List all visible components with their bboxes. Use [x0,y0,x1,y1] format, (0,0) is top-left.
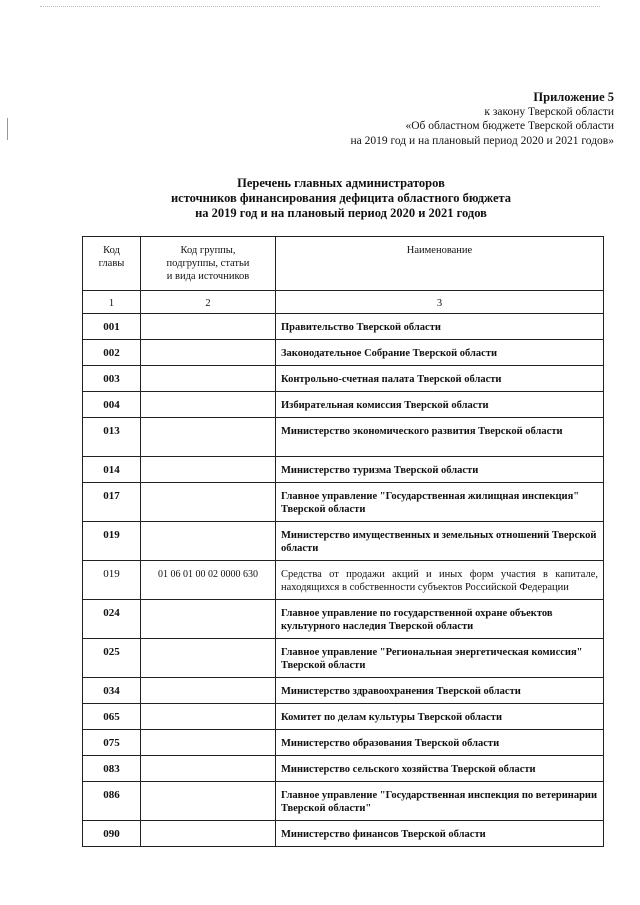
table-row [83,366,604,392]
row-group-code [141,366,276,392]
appendix-line: на 2019 год и на плановый период 2020 и 2021 годов» [350,134,614,147]
row-name: Министерство сельского хозяйства Тверской области [276,756,604,782]
row-group-code: 01 06 01 00 02 0000 630 [141,561,276,600]
row-code: 002 [83,340,141,366]
row-group-code [141,522,276,561]
table-row [83,392,604,418]
row-group-code [141,600,276,639]
row-name: Законодательное Собрание Тверской области [276,340,604,366]
row-code: 086 [83,782,141,821]
row-code: 004 [83,392,141,418]
row-name: Средства от продажи акций и иных форм участия в капитале, находящихся в собственности субъектов Российской Федерации [276,561,604,600]
row-name: Министерство финансов Тверской области [276,821,604,847]
column-number: 1 [83,291,141,314]
document-title [82,176,600,221]
row-group-code [141,418,276,457]
row-group-code [141,704,276,730]
table-row [83,704,604,730]
scan-top-edge [40,6,600,7]
table-header-row [83,237,604,291]
row-name: Министерство здравоохранения Тверской области [276,678,604,704]
row-code: 013 [83,418,141,457]
row-code: 090 [83,821,141,847]
table-row [83,782,604,821]
row-code: 065 [83,704,141,730]
row-group-code [141,756,276,782]
row-group-code [141,639,276,678]
table-row [83,522,604,561]
table-row [83,639,604,678]
row-name: Правительство Тверской области [276,314,604,340]
table-row [83,314,604,340]
table-row [83,678,604,704]
scan-margin-mark [7,118,8,140]
column-number: 3 [276,291,604,314]
row-group-code [141,457,276,483]
row-name: Главное управление "Государственная инспекция по ветеринарии Тверской области" [276,782,604,821]
title-line: источников финансирования дефицита областного бюджета [170,191,512,205]
row-name: Главное управление "Региональная энергетическая комиссия" Тверской области [276,639,604,678]
row-group-code [141,730,276,756]
table-row [83,418,604,457]
table-row [83,730,604,756]
table-row [83,457,604,483]
row-group-code [141,392,276,418]
row-group-code [141,821,276,847]
row-code: 075 [83,730,141,756]
row-name: Министерство туризма Тверской области [276,457,604,483]
row-name: Министерство экономического развития Тверской области [276,418,604,457]
table-row [83,821,604,847]
row-name: Комитет по делам культуры Тверской области [276,704,604,730]
table-row [83,483,604,522]
appendix-line: «Об областном бюджете Тверской области [405,120,614,132]
column-number: 2 [141,291,276,314]
row-name: Избирательная комиссия Тверской области [276,392,604,418]
row-code: 025 [83,639,141,678]
row-code: 024 [83,600,141,639]
row-code: 019 [83,522,141,561]
appendix-title: Приложение 5 [533,90,614,104]
table-row [83,561,604,600]
table-row [83,756,604,782]
row-group-code [141,483,276,522]
row-code: 034 [83,678,141,704]
row-code: 001 [83,314,141,340]
row-code: 003 [83,366,141,392]
row-code: 014 [83,457,141,483]
row-name: Министерство имущественных и земельных отношений Тверской области [276,522,604,561]
appendix-header [350,90,614,148]
row-name: Контрольно-счетная палата Тверской области [276,366,604,392]
row-group-code [141,782,276,821]
row-name: Министерство образования Тверской области [276,730,604,756]
administrators-table [82,236,604,847]
row-code: 017 [83,483,141,522]
column-number-row [83,291,604,314]
header-code: Код главы [83,237,141,291]
row-group-code [141,314,276,340]
header-group-code: Код группы, подгруппы, статьи и вида источников [141,237,276,291]
row-group-code [141,340,276,366]
row-name: Главное управление "Государственная жилищная инспекция" Тверской области [276,483,604,522]
row-code: 083 [83,756,141,782]
title-line: Перечень главных администраторов [237,176,445,190]
appendix-line: к закону Тверской области [484,105,614,118]
header-name: Наименование [276,237,604,291]
table-row [83,340,604,366]
row-code: 019 [83,561,141,600]
title-line: на 2019 год и на плановый период 2020 и 2021 годов [195,206,487,220]
table-row [83,600,604,639]
row-group-code [141,678,276,704]
row-name: Главное управление по государственной охране объектов культурного наследия Тверской области [276,600,604,639]
